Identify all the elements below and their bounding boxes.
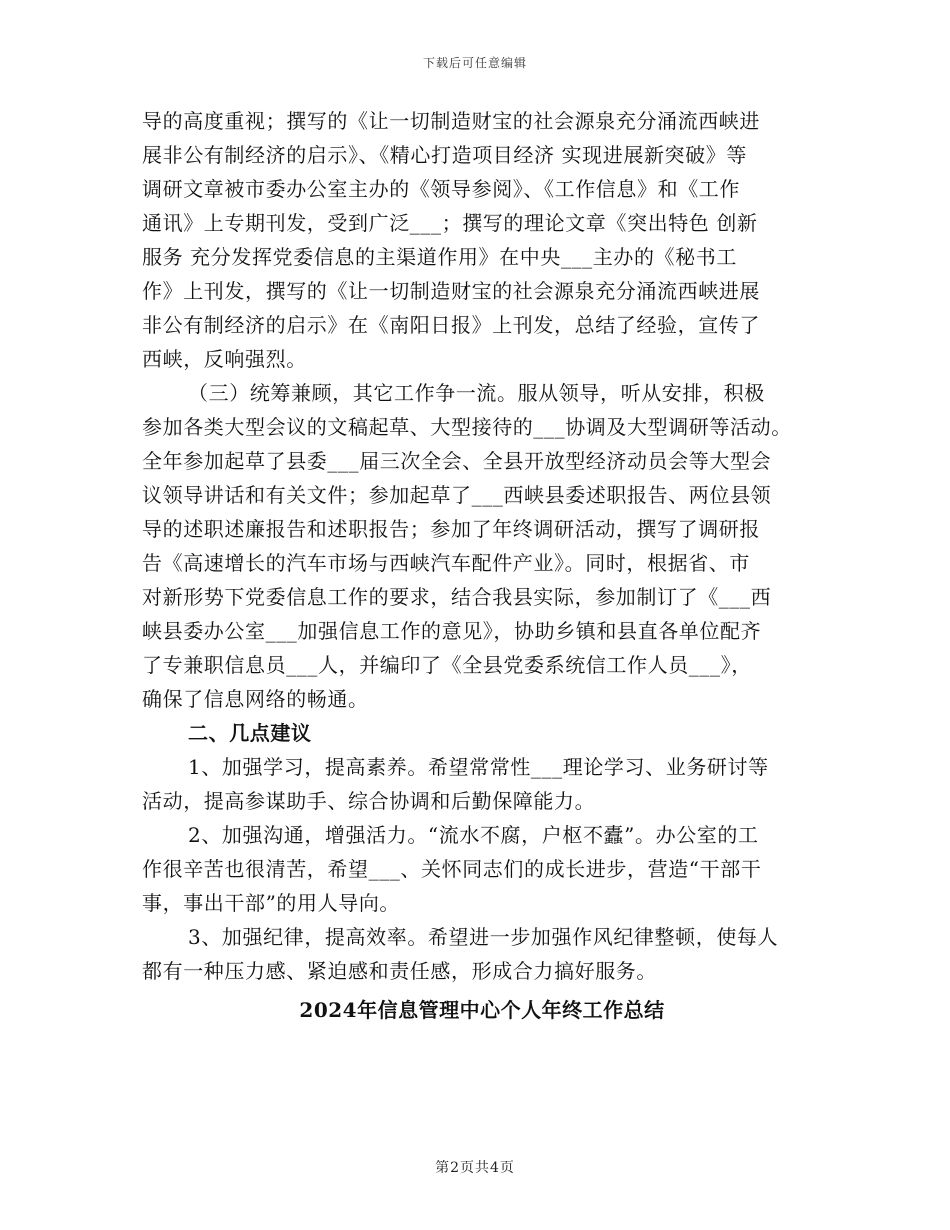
paragraph-line: 1、加强学习，提高素养。希望常常性___理论学习、业务研讨等 [188,755,769,779]
paragraph-line: 峡县委办公室___加强信息工作的意见》，协助乡镇和县直各单位配齐 [142,619,762,643]
paragraph-line: 议领导讲话和有关文件；参加起草了___西峡县委述职报告、两位县领 [142,483,772,507]
paragraph-line: 导的高度重视；撰写的《让一切制造财宝的社会源泉充分涌流西峡进 [142,109,760,133]
paragraph-line: 参加各类大型会议的文稿起草、大型接待的___协调及大型调研等活动。 [142,415,792,439]
paragraph-line: 告《高速增长的汽车市场与西峡汽车配件产业》。同时，根据省、市 [142,551,750,575]
paragraph-line: 调研文章被市委办公室主办的《领导参阅》、《工作信息》和《工作 [142,177,740,201]
paragraph-line: 导的述职述廉报告和述职报告；参加了年终调研活动，撰写了调研报 [142,517,760,541]
paragraph-line: 3、加强纪律，提高效率。希望进一步加强作风纪律整顿，使每人 [188,925,779,949]
paragraph-line: 了专兼职信息员___人，并编印了《全县党委系统信工作人员___》， [142,653,752,677]
paragraph-line: 都有一种压力感、紧迫感和责任感，形成合力搞好服务。 [142,959,657,983]
paragraph-line: 展非公有制经济的启示》、《精心打造项目经济 实现进展新突破》等 [142,143,747,167]
document-body [142,104,822,1028]
paragraph-line: 作》上刊发，撰写的《让一切制造财宝的社会源泉充分涌流西峡进展 [142,279,760,303]
paragraph-line: 对新形势下党委信息工作的要求，结合我县实际，参加制订了《___西 [142,585,772,609]
paragraph-line: 作很辛苦也很清苦，希望___、关怀同志们的成长进步，营造“干部干 [142,857,762,881]
paragraph-line: 确保了信息网络的畅通。 [142,687,369,711]
section-heading: 二、几点建议 [188,721,312,745]
paragraph-line: 通讯》上专期刊发，受到广泛___；撰写的理论文章《突出特色 创新 [142,211,758,235]
page-header: 下载后可任意编辑 [422,56,527,70]
paragraph-line: 服务 充分发挥党委信息的主渠道作用》在中央___主办的《秘书工 [142,245,737,269]
document-title: 2024年信息管理中心个人年终工作总结 [299,998,665,1022]
paragraph-line: （三）统筹兼顾，其它工作争一流。服从领导，听从安排，积极 [188,381,765,405]
paragraph-line: 全年参加起草了县委___届三次全会、全县开放型经济动员会等大型会 [142,449,772,473]
paragraph-line: 2、加强沟通，增强活力。“流水不腐，户枢不蠹”。办公室的工 [188,823,759,847]
paragraph-line: 事，事出干部”的用人导向。 [142,891,401,915]
paragraph-line: 活动，提高参谋助手、综合协调和后勤保障能力。 [142,789,596,813]
paragraph-line: 西峡，反响强烈。 [142,347,307,371]
page-number: 第2页共4页 [435,1160,515,1176]
paragraph-line: 非公有制经济的启示》在《南阳日报》上刊发，总结了经验，宣传了 [142,313,760,337]
